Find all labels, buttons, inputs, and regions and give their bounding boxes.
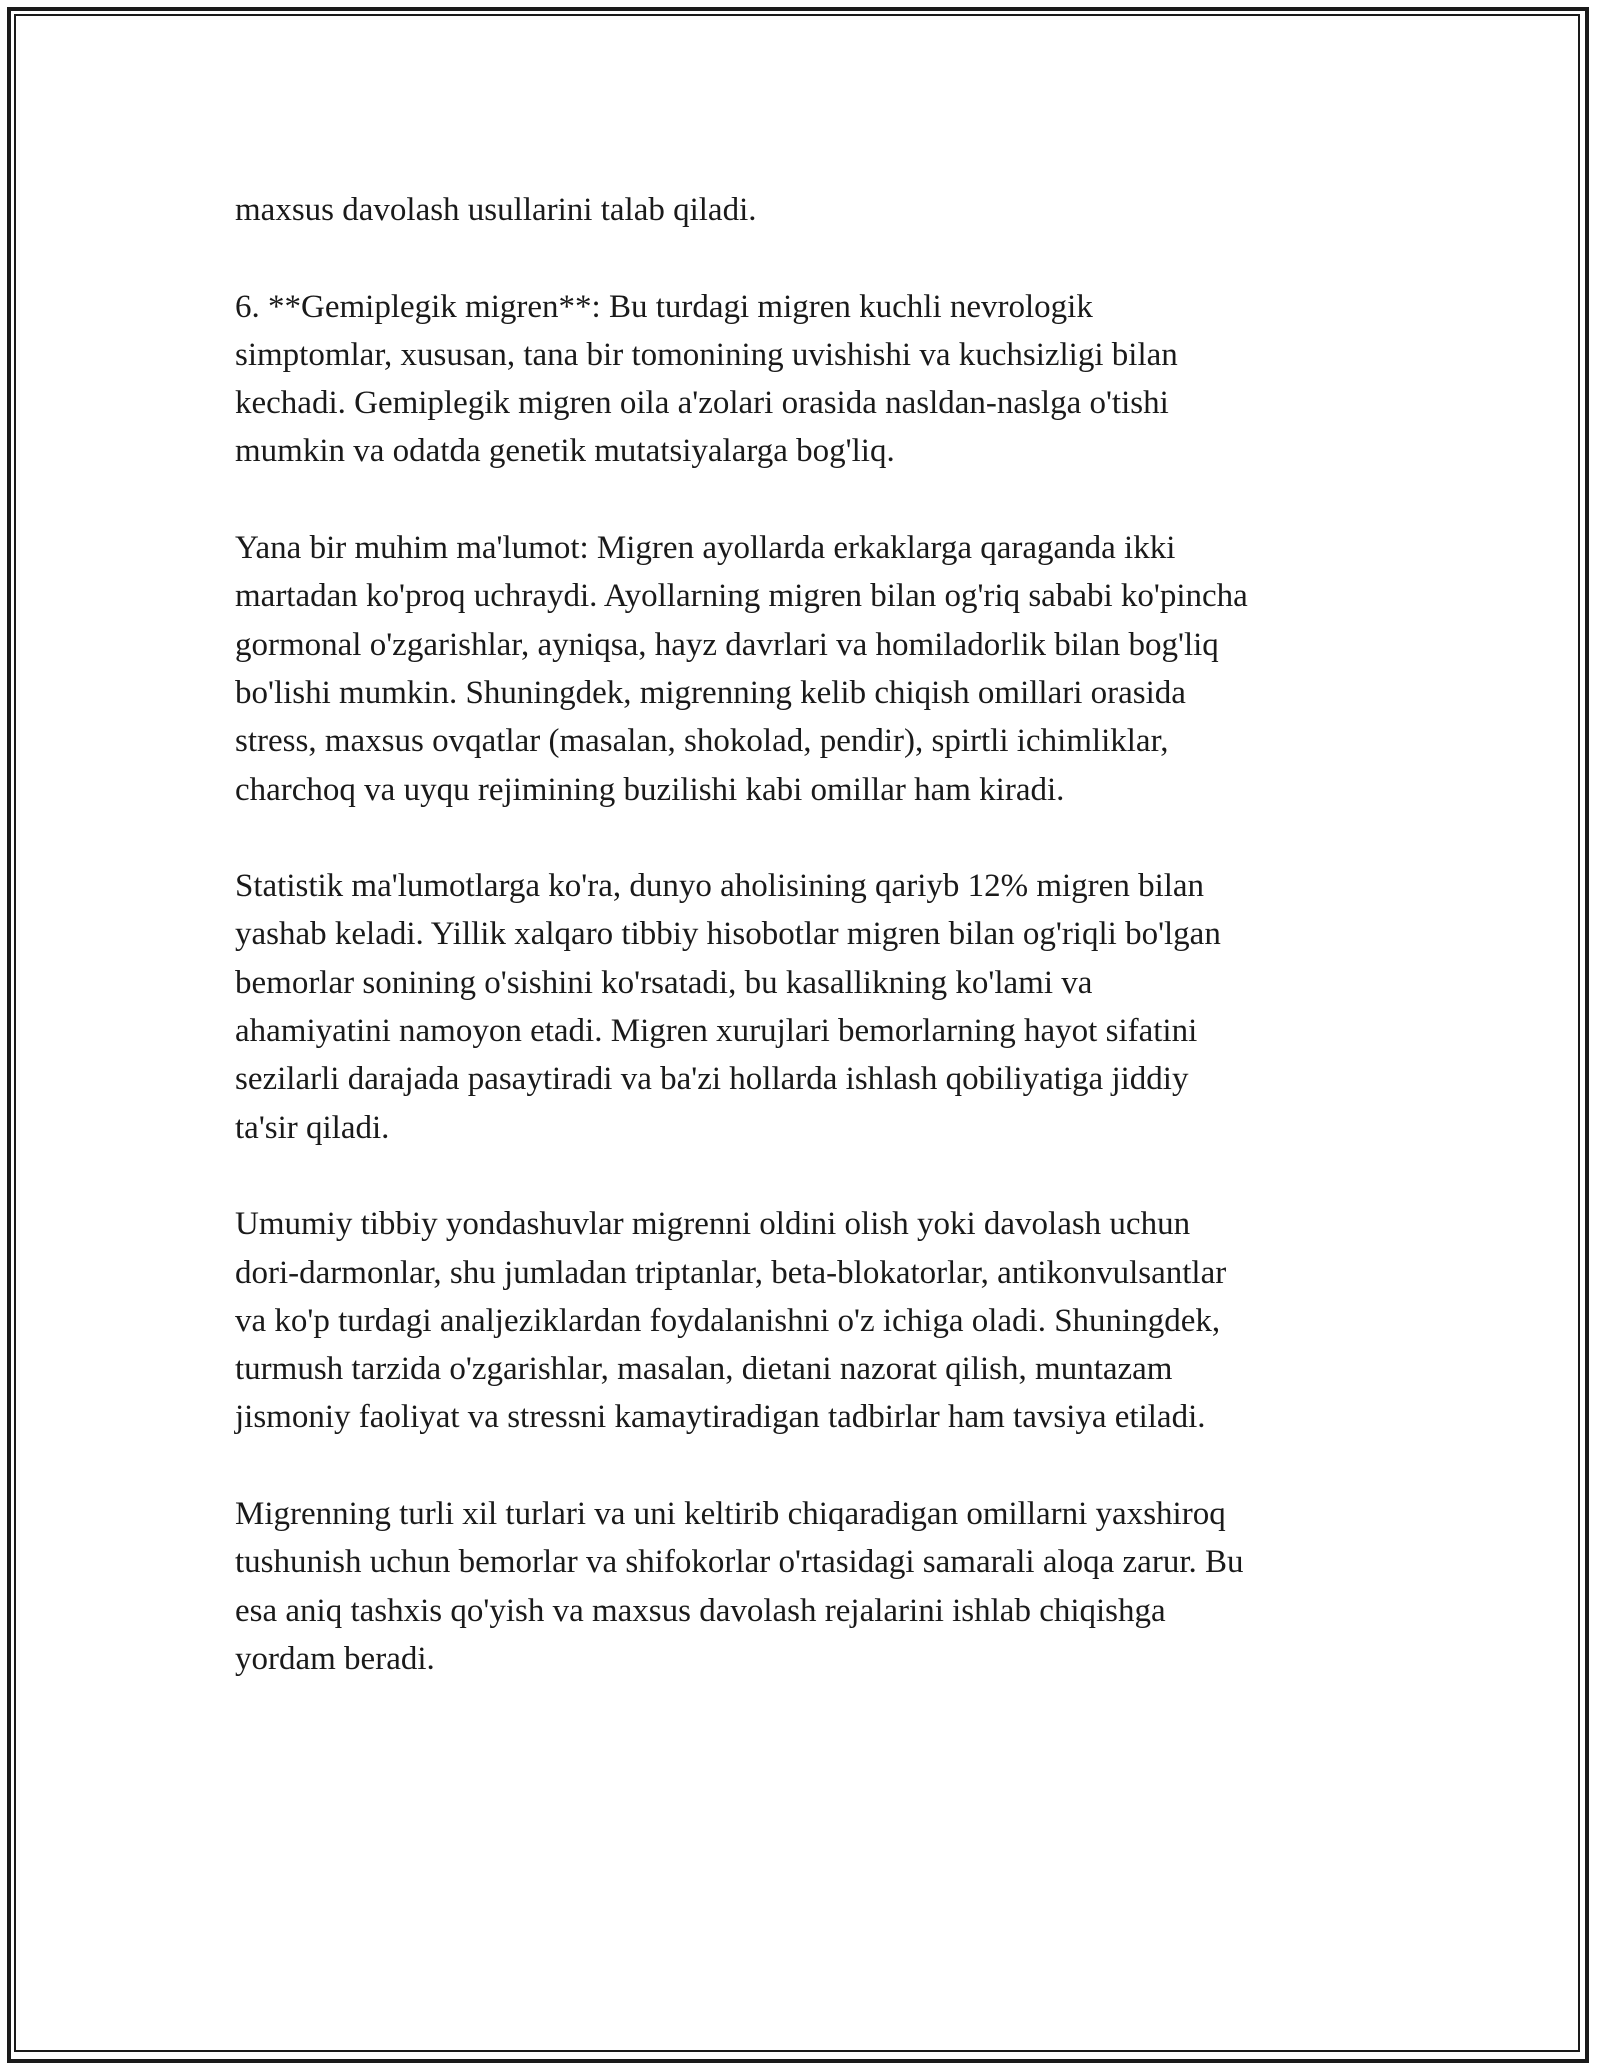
document-body: [235, 186, 1435, 1683]
paragraph: [235, 862, 1435, 1152]
text-line: ahamiyatini namoyon etadi. Migren xurujlari bemorlarning hayot sifatini: [235, 1013, 1198, 1050]
text-line: gormonal o'zgarishlar, ayniqsa, hayz davrlari va homiladorlik bilan bog'liq: [235, 626, 1219, 663]
text-line: dori-darmonlar, shu jumladan triptanlar, beta-blokatorlar, antikonvulsantlar: [235, 1254, 1227, 1291]
text-line: yordam beradi.: [235, 1640, 435, 1677]
text-line: kechadi. Gemiplegik migren oila a'zolari orasida nasldan-naslga o'tishi: [235, 385, 1169, 422]
text-line: va ko'p turdagi analjeziklardan foydalanishni o'z ichiga oladi. Shuningdek,: [235, 1302, 1221, 1339]
paragraph-gap: [235, 1442, 1435, 1490]
text-line: tushunish uchun bemorlar va shifokorlar o'rtasidagi samarali aloqa zarur. Bu: [235, 1544, 1244, 1581]
paragraph-gap: [235, 814, 1435, 862]
text-line: stress, maxsus ovqatlar (masalan, shokolad, pendir), spirtli ichimliklar,: [235, 723, 1169, 760]
text-line: jismoniy faoliyat va stressni kamaytiradigan tadbirlar ham tavsiya etiladi.: [235, 1399, 1206, 1436]
text-line: bemorlar sonining o'sishini ko'rsatadi, bu kasallikning ko'lami va: [235, 964, 1093, 1001]
paragraph: [235, 524, 1435, 814]
text-line: Migrenning turli xil turlari va uni keltirib chiqaradigan omillarni yaxshiroq: [235, 1496, 1226, 1533]
text-line: Umumiy tibbiy yondashuvlar migrenni oldini olish yoki davolash uchun: [235, 1206, 1191, 1243]
text-line: martadan ko'proq uchraydi. Ayollarning migren bilan og'riq sababi ko'pincha: [235, 578, 1248, 615]
text-line: esa aniq tashxis qo'yish va maxsus davolash rejalarini ishlab chiqishga: [235, 1592, 1166, 1629]
paragraph-gap: [235, 234, 1435, 282]
text-line: charchoq va uyqu rejimining buzilishi kabi omillar ham kiradi.: [235, 771, 1065, 808]
text-line: 6. **Gemiplegik migren**: Bu turdagi migren kuchli nevrologik: [235, 288, 1093, 325]
text-line: Statistik ma'lumotlarga ko'ra, dunyo aholisining qariyb 12% migren bilan: [235, 868, 1205, 905]
paragraph-gap: [235, 476, 1435, 524]
text-line: mumkin va odatda genetik mutatsiyalarga bog'liq.: [235, 433, 895, 470]
text-line: turmush tarzida o'zgarishlar, masalan, dietani nazorat qilish, muntazam: [235, 1351, 1173, 1388]
paragraph: [235, 283, 1435, 476]
text-line: simptomlar, xususan, tana bir tomonining uvishishi va kuchsizligi bilan: [235, 336, 1178, 373]
paragraph: [235, 1200, 1435, 1441]
text-line: ta'sir qiladi.: [235, 1109, 390, 1146]
text-line: Yana bir muhim ma'lumot: Migren ayollarda erkaklarga qaraganda ikki: [235, 530, 1176, 567]
text-line: sezilarli darajada pasaytiradi va ba'zi hollarda ishlash qobiliyatiga jiddiy: [235, 1061, 1189, 1098]
text-line: bo'lishi mumkin. Shuningdek, migrenning kelib chiqish omillari orasida: [235, 674, 1186, 711]
paragraph: [235, 186, 1435, 234]
text-line: maxsus davolash usullarini talab qiladi.: [235, 192, 757, 228]
paragraph-gap: [235, 1152, 1435, 1200]
text-line: yashab keladi. Yillik xalqaro tibbiy hisobotlar migren bilan og'riqli bo'lgan: [235, 916, 1221, 953]
paragraph: [235, 1490, 1435, 1683]
